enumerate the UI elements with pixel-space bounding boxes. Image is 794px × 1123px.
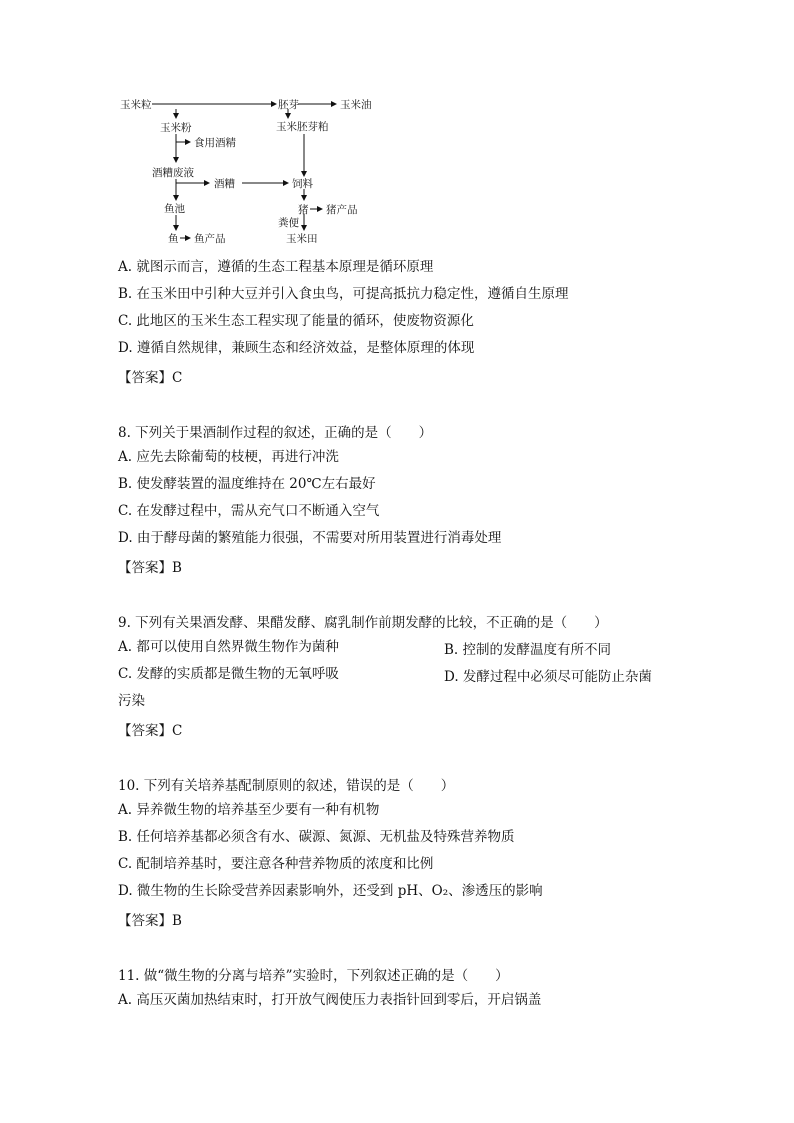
q8-option-a: A. 应先去除葡萄的枝梗，再进行冲洗 bbox=[118, 449, 339, 465]
q9-option-d: D. 发酵过程中必须尽可能防止杂菌 bbox=[444, 669, 652, 685]
q8-option-d: D. 由于酵母菌的繁殖能力很强，不需要对所用装置进行消毒处理 bbox=[118, 530, 502, 546]
q7-option-a: A. 就图示而言，遵循的生态工程基本原理是循环原理 bbox=[118, 259, 434, 275]
q10-option-c: C. 配制培养基时，要注意各种营养物质的浓度和比例 bbox=[118, 856, 434, 872]
q9-stem: 9. 下列有关果酒发酵、果醋发酵、腐乳制作前期发酵的比较，不正确的是（ ） bbox=[118, 615, 608, 631]
node-fish-products: 鱼产品 bbox=[194, 233, 226, 245]
node-germ-meal: 玉米胚芽粕 bbox=[276, 121, 329, 133]
node-waste-liquid: 酒糟废液 bbox=[152, 167, 194, 179]
q7-answer: 【答案】C bbox=[118, 370, 183, 386]
node-corn-flour: 玉米粉 bbox=[160, 122, 192, 134]
node-distillers-grains: 酒糟 bbox=[214, 178, 235, 190]
q11-stem: 11. 做“微生物的分离与培养”实验时，下列叙述正确的是（ ） bbox=[118, 968, 509, 984]
node-edible-alcohol: 食用酒精 bbox=[194, 137, 236, 149]
q8-option-c: C. 在发酵过程中，需从充气口不断通入空气 bbox=[118, 503, 380, 519]
corn-ecosystem-flow-diagram bbox=[118, 90, 378, 248]
q7-option-b: B. 在玉米田中引种大豆并引入食虫鸟，可提高抵抗力稳定性，遵循自生原理 bbox=[118, 286, 569, 302]
node-corn-oil: 玉米油 bbox=[340, 99, 372, 111]
node-feed: 饲料 bbox=[292, 178, 313, 190]
q7-option-d: D. 遵循自然规律，兼顾生态和经济效益，是整体原理的体现 bbox=[118, 340, 475, 356]
q9-option-c: C. 发酵的实质都是微生物的无氧呼吸 bbox=[118, 666, 339, 682]
q8-answer: 【答案】B bbox=[118, 560, 182, 576]
q11-option-a: A. 高压灭菌加热结束时，打开放气阀使压力表指针回到零后，开启锅盖 bbox=[118, 992, 542, 1008]
node-corn-kernel: 玉米粒 bbox=[120, 99, 152, 111]
node-corn-field: 玉米田 bbox=[286, 233, 318, 245]
q10-option-d: D. 微生物的生长除受营养因素影响外，还受到 pH、O₂、渗透压的影响 bbox=[118, 883, 543, 899]
q10-answer: 【答案】B bbox=[118, 913, 182, 929]
q9-option-d-continued: 污染 bbox=[118, 693, 145, 709]
node-fish-pond: 鱼池 bbox=[164, 203, 185, 215]
q10-option-a: A. 异养微生物的培养基至少要有一种有机物 bbox=[118, 802, 380, 818]
node-germ: 胚芽 bbox=[278, 99, 299, 111]
node-manure: 粪便 bbox=[278, 217, 299, 229]
q9-option-b: B. 控制的发酵温度有所不同 bbox=[444, 642, 612, 658]
q9-answer: 【答案】C bbox=[118, 723, 183, 739]
q10-stem: 10. 下列有关培养基配制原则的叙述，错误的是（ ） bbox=[118, 778, 455, 794]
q8-stem: 8. 下列关于果酒制作过程的叙述，正确的是（ ） bbox=[118, 425, 433, 441]
node-pig: 猪 bbox=[298, 204, 309, 216]
node-pig-products: 猪产品 bbox=[326, 204, 358, 216]
q10-option-b: B. 任何培养基都必须含有水、碳源、氮源、无机盐及特殊营养物质 bbox=[118, 829, 515, 845]
q7-option-c: C. 此地区的玉米生态工程实现了能量的循环，使废物资源化 bbox=[118, 313, 474, 329]
node-fish: 鱼 bbox=[168, 233, 179, 245]
q8-option-b: B. 使发酵装置的温度维持在 20℃左右最好 bbox=[118, 476, 376, 492]
flow-diagram-svg bbox=[118, 90, 378, 248]
q9-option-a: A. 都可以使用自然界微生物作为菌种 bbox=[118, 639, 339, 655]
